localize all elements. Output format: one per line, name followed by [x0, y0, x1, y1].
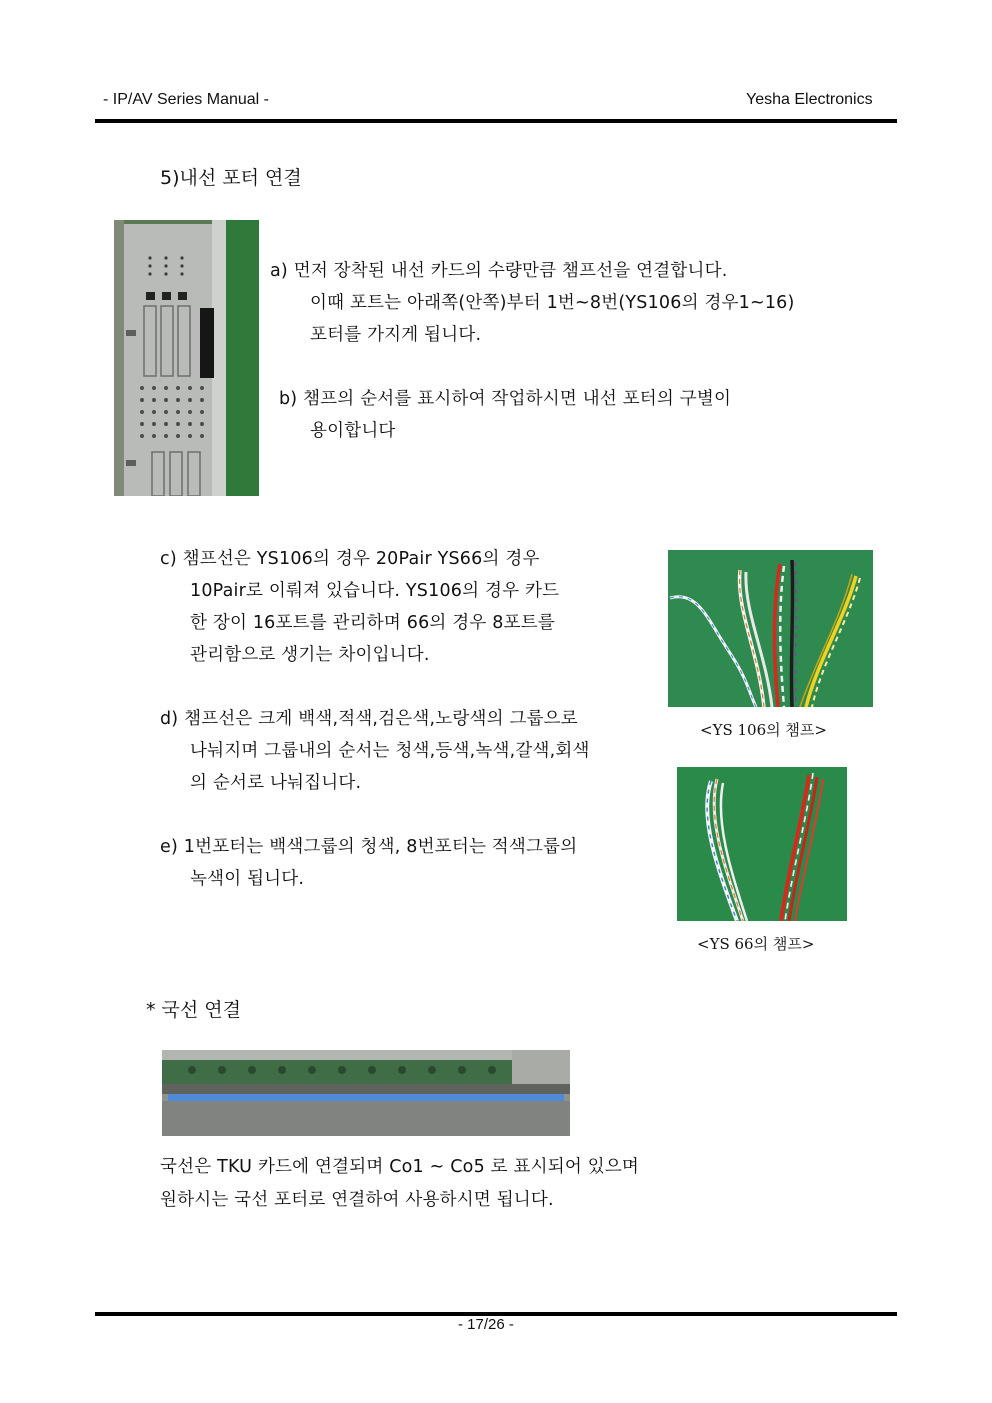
item-d-line-3: 의 순서로 나눠집니다. — [190, 773, 362, 793]
header-rule — [95, 119, 897, 123]
item-d-line-1: d) 챔프선은 크게 백색,적색,검은색,노랑색의 그룹으로 — [160, 709, 578, 729]
ys66-champ-photo — [677, 767, 847, 921]
caption-ys106: <YS 106의 챔프> — [700, 721, 827, 739]
section2-body-line-1: 국선은 TKU 카드에 연결되며 Co1 ~ Co5 로 표시되어 있으며 — [160, 1157, 640, 1177]
section2-body-line-2: 원하시는 국선 포터로 연결하여 사용하시면 됩니다. — [160, 1190, 554, 1210]
ys106-champ-photo — [668, 550, 873, 707]
chassis-photo — [114, 220, 259, 496]
item-c-line-3: 한 장이 16포트를 관리하며 66의 경우 8포트를 — [190, 613, 555, 633]
item-a-line-2: 이때 포트는 아래쪽(안쪽)부터 1번~8번(YS106의 경우1~16) — [310, 293, 795, 313]
section2-title: * 국선 연결 — [146, 999, 241, 1021]
item-c-line-4: 관리함으로 생기는 차이입니다. — [190, 645, 430, 665]
header-left: - IP/AV Series Manual - — [103, 91, 269, 108]
item-e-line-1: e) 1번포터는 백색그룹의 청색, 8번포터는 적색그룹의 — [160, 837, 578, 857]
section-title: 5)내선 포터 연결 — [160, 167, 302, 189]
item-b-line-1: b) 챔프의 순서를 표시하여 작업하시면 내선 포터의 구별이 — [279, 389, 732, 409]
item-e-line-2: 녹색이 됩니다. — [190, 869, 305, 889]
header-right: Yesha Electronics — [746, 91, 873, 108]
item-c-line-1: c) 챔프선은 YS106의 경우 20Pair YS66의 경우 — [160, 549, 540, 569]
item-d-line-2: 나눠지며 그룹내의 순서는 청색,등색,녹색,갈색,회색 — [190, 741, 590, 761]
item-a-line-3: 포터를 가지게 됩니다. — [310, 325, 482, 345]
item-b-line-2: 용이합니다 — [310, 421, 396, 441]
item-c-line-2: 10Pair로 이뤄져 있습니다. YS106의 경우 카드 — [190, 581, 560, 601]
tku-card-photo — [162, 1050, 570, 1136]
page-number: - 17/26 - — [458, 1316, 514, 1333]
item-a-line-1: a) 먼저 장착된 내선 카드의 수량만큼 챔프선을 연결합니다. — [270, 261, 728, 281]
caption-ys66: <YS 66의 챔프> — [697, 935, 815, 953]
